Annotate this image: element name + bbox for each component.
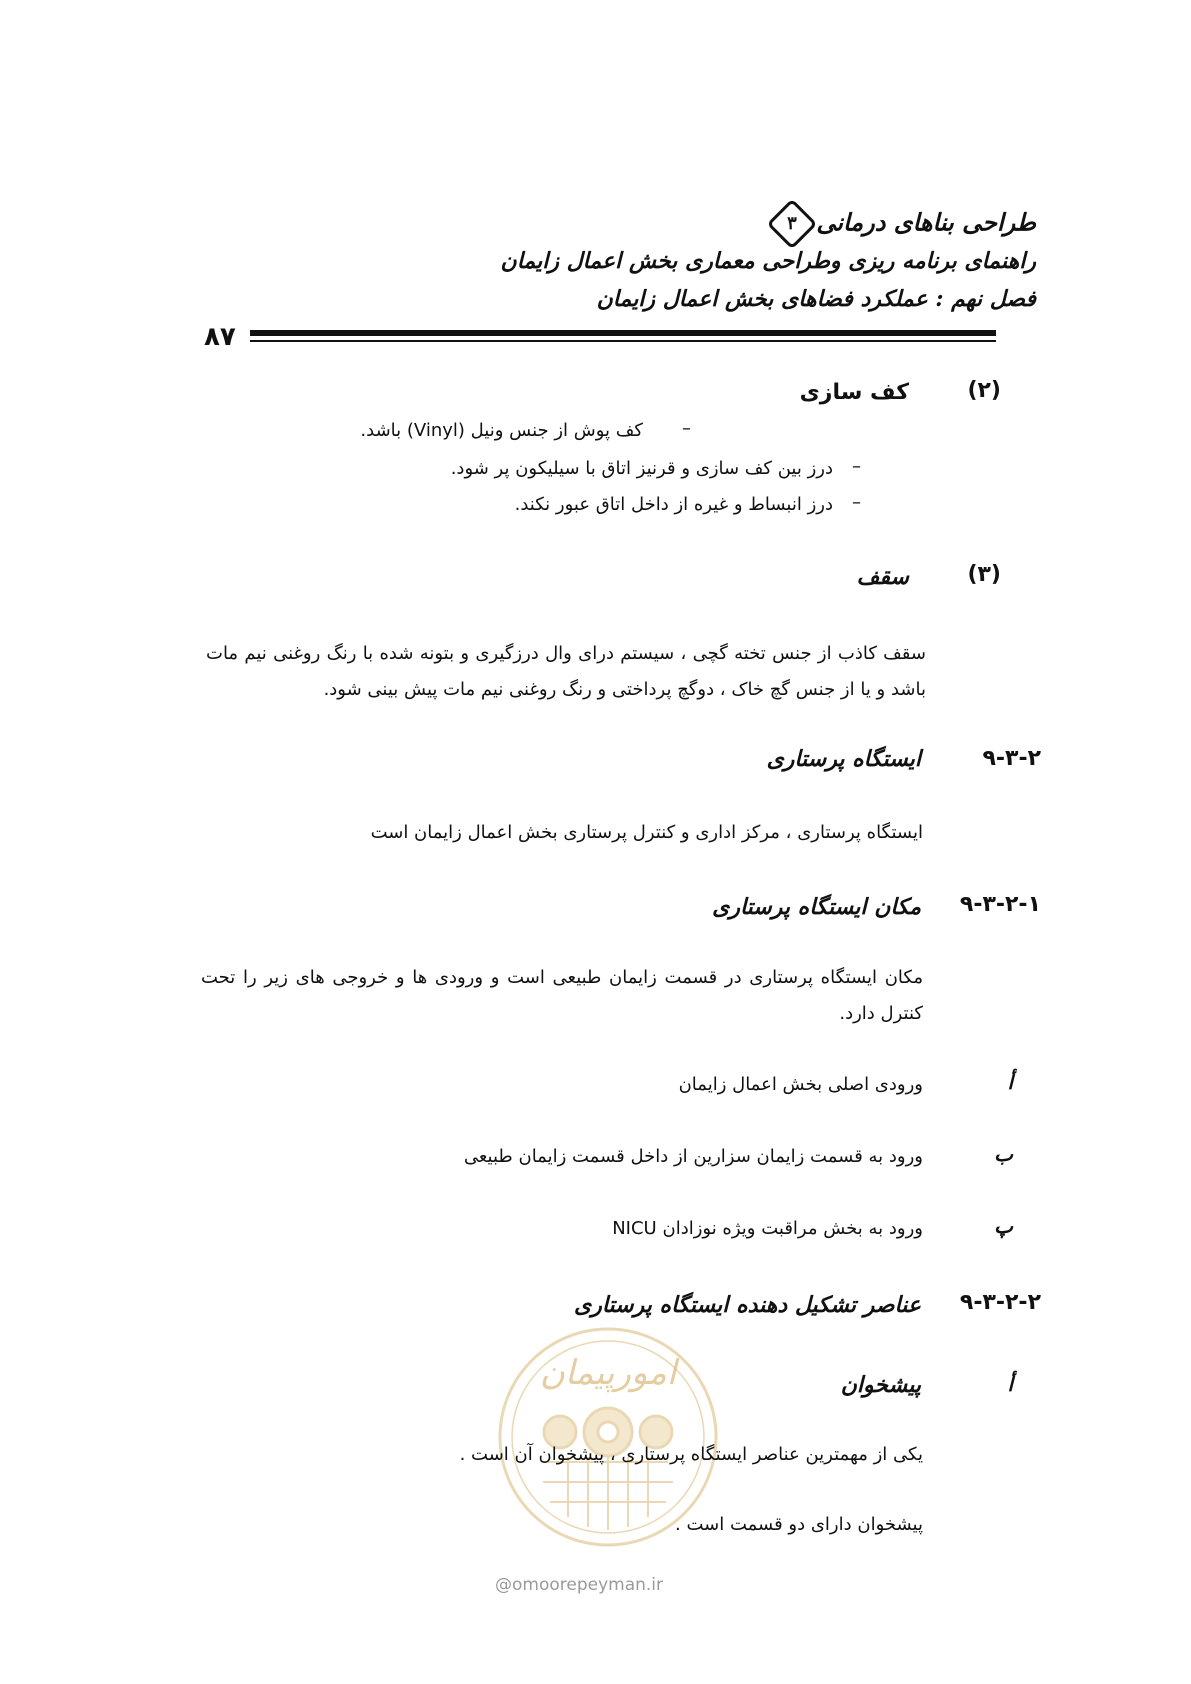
header-title bbox=[768, 206, 1036, 242]
list-letter: پ bbox=[994, 1214, 1013, 1238]
watermark-stamp-text: امورپیمان bbox=[539, 1353, 677, 1393]
ceiling-paragraph: سقف کاذب از جنس تخته گچی ، سیستم درای وال درزگیری و بتونه شده با رنگ روغنی نیم مات باشد و یا از جنس گچ خاک ، دوگچ پرداختی و رنگ روغنی نیم مات پیش بینی شود. bbox=[206, 643, 926, 700]
section-heading-nurse-station: ایستگاه پرستاری bbox=[766, 746, 921, 772]
header-subtitle: راهنمای برنامه ریزی وطراحی معماری بخش اعمال زایمان bbox=[500, 248, 1036, 274]
section-number-nurse-station: ۹-۳-۲ bbox=[982, 746, 1041, 771]
dash-bullet: – bbox=[682, 418, 691, 439]
elements-line-2: پیشخوان دارای دو قسمت است . bbox=[675, 1514, 923, 1535]
sub-heading-counter: پیشخوان bbox=[840, 1372, 921, 1398]
section-number-ceiling: (۳) bbox=[967, 562, 1001, 587]
location-paragraph: مکان ایستگاه پرستاری در قسمت زایمان طبیعی است و ورودی ها و خروجی های زیر را تحت کنترل دارد. bbox=[201, 967, 923, 1024]
section-number-location: ۹-۳-۲-۱ bbox=[959, 892, 1041, 917]
section-number-floor: (۲) bbox=[967, 378, 1001, 403]
section-heading-location: مکان ایستگاه پرستاری bbox=[712, 894, 921, 920]
header-chapter: فصل نهم : عملکرد فضاهای بخش اعمال زایمان bbox=[596, 286, 1036, 312]
section-heading-ceiling: سقف bbox=[856, 564, 909, 590]
volume-badge-icon: ۳ bbox=[767, 199, 818, 250]
list-letter: أ bbox=[1007, 1070, 1013, 1094]
section-heading-floor: کف سازی bbox=[799, 380, 909, 405]
list-item: کف پوش از جنس ونیل (Vinyl) باشد. bbox=[360, 420, 643, 441]
list-item: درز انبساط و غیره از داخل اتاق عبور نکند. bbox=[514, 494, 833, 515]
page-number: ۸۷ bbox=[204, 322, 236, 352]
header-rule bbox=[250, 330, 996, 336]
list-item: ورود به قسمت زایمان سزارین از داخل قسمت زایمان طبیعی bbox=[463, 1146, 923, 1167]
nurse-station-paragraph: ایستگاه پرستاری ، مرکز اداری و کنترل پرستاری بخش اعمال زایمان است bbox=[370, 822, 923, 843]
section-number-elements: ۹-۳-۲-۲ bbox=[959, 1290, 1041, 1315]
watermark-site: @omoorepeyman.ir bbox=[495, 1575, 664, 1595]
list-item: ورودی اصلی بخش اعمال زایمان bbox=[678, 1074, 923, 1095]
elements-line-1: یکی از مهمترین عناصر ایستگاه پرستاری ، پیشخوان آن است . bbox=[459, 1444, 923, 1465]
header-rule-thin bbox=[250, 340, 996, 342]
dash-bullet: – bbox=[852, 492, 861, 513]
list-item: درز بین کف سازی و قرنیز اتاق با سیلیکون پر شود. bbox=[450, 458, 833, 479]
header-title-text: طراحی بناهای درمانی bbox=[816, 207, 1036, 237]
sub-letter: أ bbox=[1007, 1372, 1013, 1396]
dash-bullet: – bbox=[852, 456, 861, 477]
list-letter: ب bbox=[994, 1142, 1013, 1166]
section-heading-elements: عناصر تشکیل دهنده ایستگاه پرستاری bbox=[574, 1292, 921, 1318]
list-item: ورود به بخش مراقبت ویژه نوزادان NICU bbox=[612, 1218, 923, 1239]
